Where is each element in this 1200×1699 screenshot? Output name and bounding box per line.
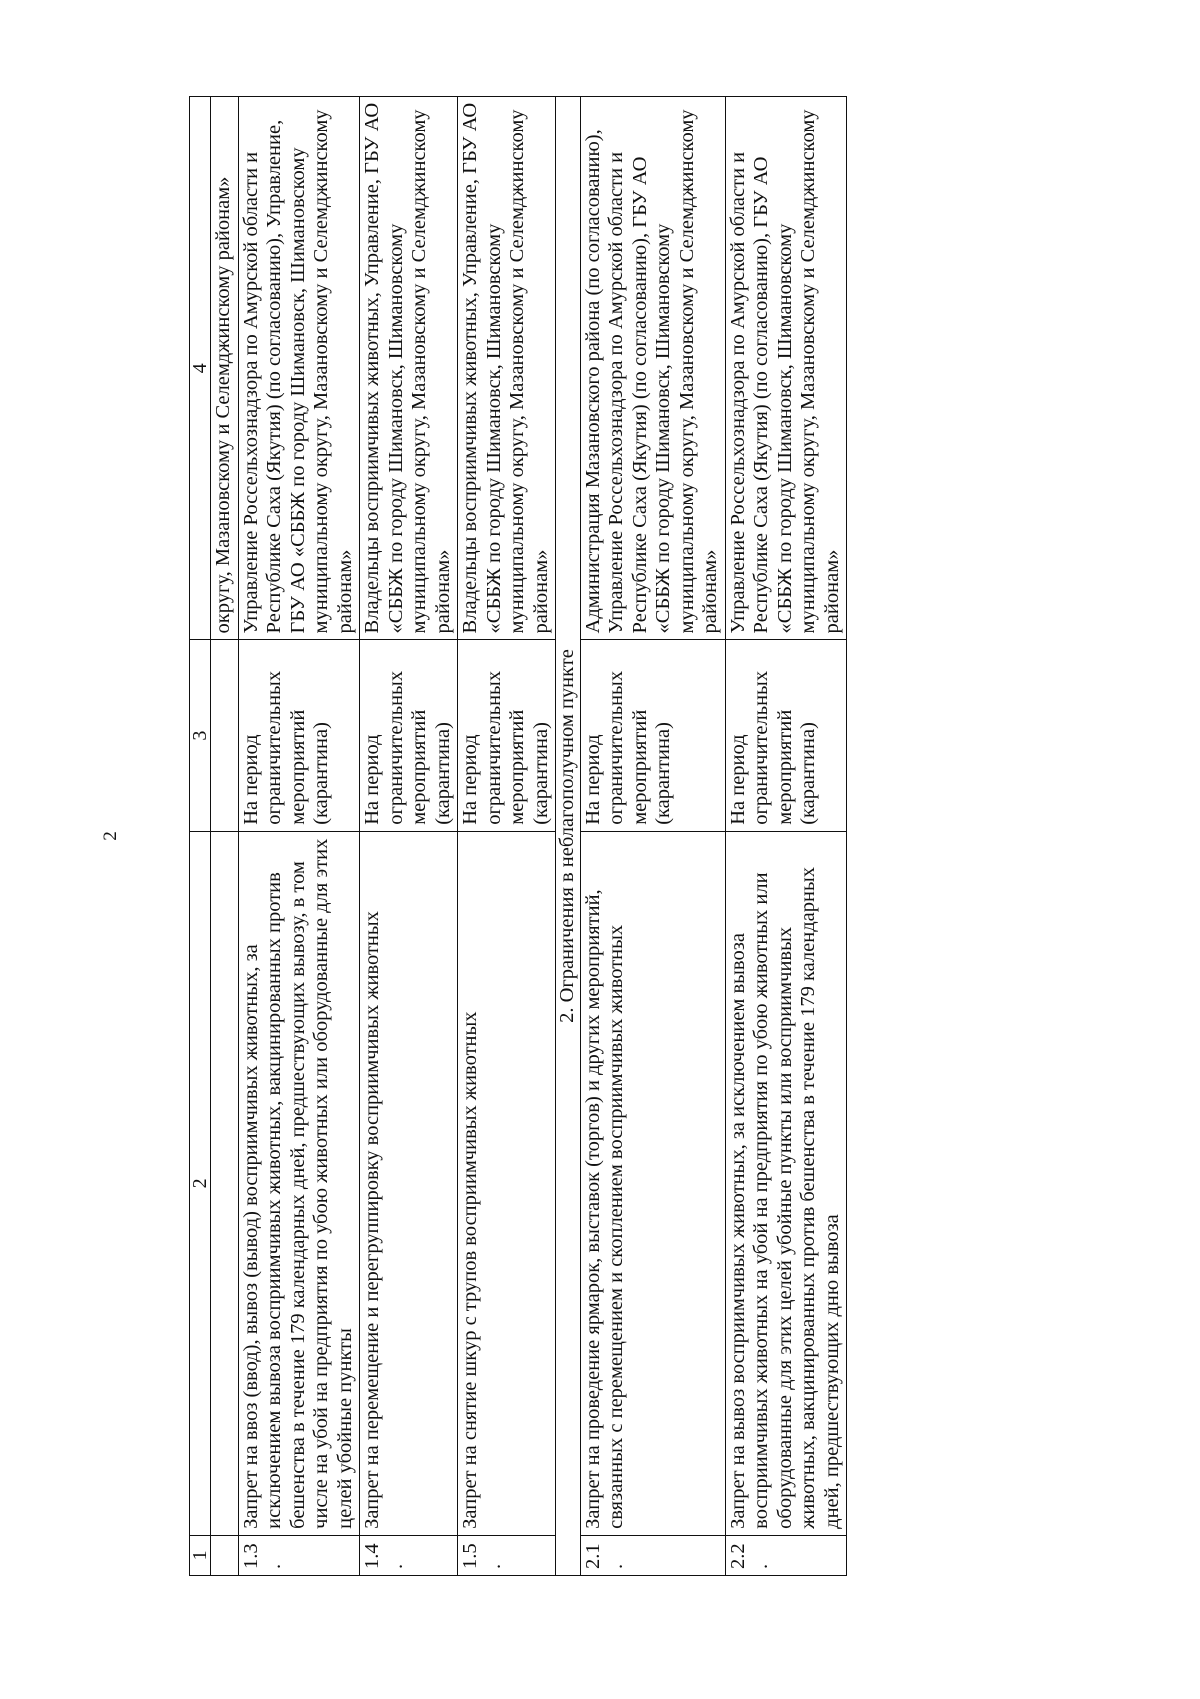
section-heading-row xyxy=(556,97,581,1576)
row-responsible: Администрация Мазановского района (по согласованию), Управление Россельхознадзора по Амурской области и Республике Саха (Якутия) (по согласованию), ГБУ АО «СББЖ по городу Шимановск, Шимановскому муниципальному округу, Мазановскому и Селемджинскому районам» xyxy=(580,97,725,640)
row-period: На период ограничительных мероприятий (карантина) xyxy=(580,640,725,831)
table-row xyxy=(360,97,458,1576)
table-row xyxy=(238,97,360,1576)
row-responsible: Владельцы восприимчивых животных, Управление, ГБУ АО «СББЖ по городу Шимановск, Шимановскому муниципальному округу, Мазановскому и Селемджинскому районам» xyxy=(458,97,556,640)
row-measure: Запрет на перемещение и перегруппировку восприимчивых животных xyxy=(360,831,458,1535)
table-row xyxy=(580,97,725,1576)
row-period: На период ограничительных мероприятий (карантина) xyxy=(725,640,847,831)
row-measure: Запрет на снятие шкур с трупов восприимчивых животных xyxy=(458,831,556,1535)
measures-table xyxy=(189,96,847,1576)
row-number: 1.3. xyxy=(238,1535,360,1575)
continuation-row xyxy=(211,97,239,1576)
measures-table-landscape xyxy=(189,96,1200,1576)
row-responsible: Управление Россельхознадзора по Амурской области и Республике Саха (Якутия) (по согласованию), ГБУ АО «СББЖ по городу Шимановск, Шимановскому муниципальному округу, Мазановскому и Селемджинскому районам» xyxy=(725,97,847,640)
table-row xyxy=(458,97,556,1576)
header-col-2: 2 xyxy=(190,831,211,1535)
continuation-period xyxy=(211,640,239,831)
row-number: 1.5. xyxy=(458,1535,556,1575)
row-measure: Запрет на проведение ярмарок, выставок (торгов) и других мероприятий, связанных с перемещением и скоплением восприимчивых животных xyxy=(580,831,725,1535)
row-number: 1.4. xyxy=(360,1535,458,1575)
section-2-title: 2. Ограничения в неблагополучном пункте xyxy=(556,97,581,1576)
table-header-row xyxy=(190,97,211,1576)
row-responsible: Управление Россельхознадзора по Амурской области и Республике Саха (Якутия) (по согласованию), Управление, ГБУ АО «СББЖ по городу Шимановск, Шимановскому муниципальному округу, Мазановскому и Селемджинскому районам» xyxy=(238,97,360,640)
row-measure: Запрет на вывоз восприимчивых животных, за исключением вывоза восприимчивых животных на убой на предприятия по убою животных или оборудованные для этих целей убойные пункты или восприимчивых животных, вакцинированных против бешенства в течение 179 календарных дней, предшествующих дню вывоза xyxy=(725,831,847,1535)
table-row xyxy=(725,97,847,1576)
header-col-1: 1 xyxy=(190,1535,211,1575)
row-number: 2.2. xyxy=(725,1535,847,1575)
row-number: 2.1. xyxy=(580,1535,725,1575)
row-period: На период ограничительных мероприятий (карантина) xyxy=(238,640,360,831)
page-number: 2 xyxy=(100,831,121,841)
row-period: На период ограничительных мероприятий (карантина) xyxy=(458,640,556,831)
continuation-num xyxy=(211,1535,239,1575)
row-responsible: Владельцы восприимчивых животных, Управление, ГБУ АО «СББЖ по городу Шимановск, Шимановскому муниципальному округу, Мазановскому и Селемджинскому районам» xyxy=(360,97,458,640)
header-col-3: 3 xyxy=(190,640,211,831)
continuation-responsible: округу, Мазановскому и Селемджинскому районам» xyxy=(211,97,239,640)
continuation-measure xyxy=(211,831,239,1535)
row-period: На период ограничительных мероприятий (карантина) xyxy=(360,640,458,831)
header-col-4: 4 xyxy=(190,97,211,640)
rotated-table-container xyxy=(189,96,1200,1576)
row-measure: Запрет на ввоз (ввод), вывоз (вывод) восприимчивых животных, за исключением вывоза восприимчивых животных, вакцинированных против бешенства в течение 179 календарных дней, предшествующих вывозу, в том числе на убой на предприятия по убою животных или оборудованные для этих целей убойные пункты xyxy=(238,831,360,1535)
